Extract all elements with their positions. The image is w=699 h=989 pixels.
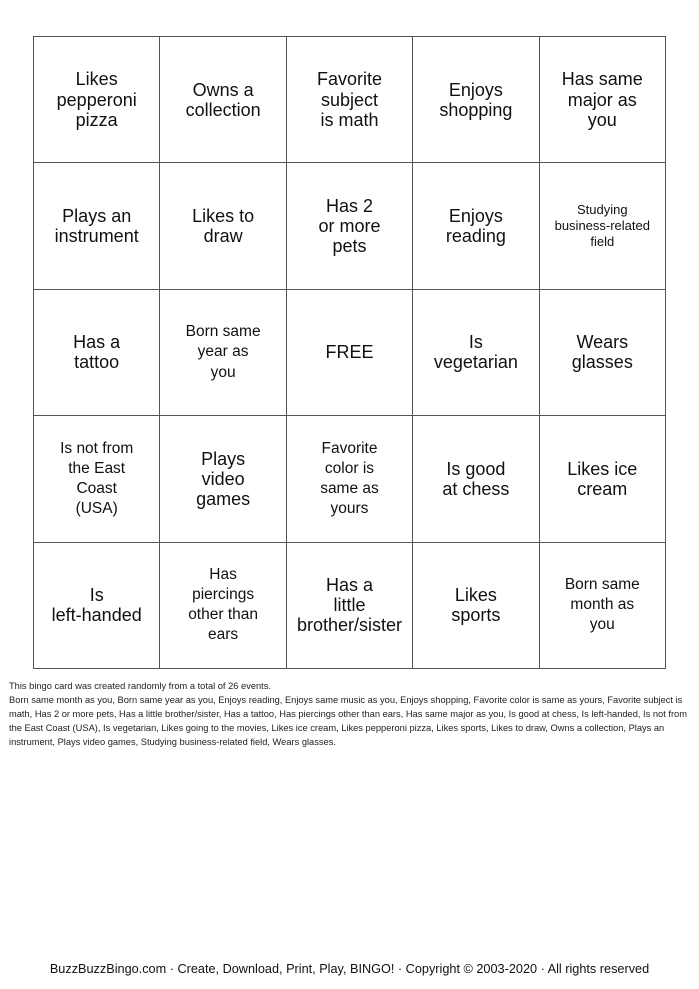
cell-label-line: Enjoys — [448, 205, 503, 226]
cell-label-line: business-related — [554, 217, 650, 233]
cell-label — [446, 206, 506, 246]
bingo-cell-r2c4[interactable] — [413, 163, 539, 289]
cell-label — [60, 439, 133, 520]
cell-label-line: Plays — [201, 448, 246, 469]
cell-label-line: left-handed — [51, 605, 142, 626]
cell-label-line: glasses — [571, 352, 633, 373]
cell-label-line: Likes — [454, 585, 497, 606]
cell-label — [567, 459, 637, 499]
cell-label-line: little — [333, 595, 366, 616]
cell-label — [317, 69, 382, 129]
cell-label-line: Favorite — [316, 69, 382, 90]
cell-label — [186, 322, 261, 382]
footer-copyright: BuzzBuzzBingo.com · Create, Download, Print, Play, BINGO! · Copyright © 2003-2020 · All rights reserved — [49, 962, 650, 976]
cell-label-line: Owns a — [192, 79, 254, 100]
cell-label-line: Has a — [73, 332, 121, 353]
cell-label-line: Is not from — [60, 439, 134, 457]
cell-label-line: Likes to — [192, 205, 255, 226]
cell-label-line: pets — [332, 236, 367, 257]
cell-label — [325, 342, 373, 362]
bingo-cell-r3c1[interactable] — [34, 290, 160, 416]
cell-label-line: tattoo — [74, 352, 120, 373]
cell-label — [73, 332, 120, 372]
cell-label-line: collection — [185, 99, 261, 120]
cell-label-line: Likes — [75, 69, 118, 90]
card-summary: This bingo card was created randomly from a total of 26 events. — [9, 681, 271, 691]
bingo-cell-r4c3[interactable] — [287, 416, 413, 542]
cell-label — [320, 439, 379, 520]
bingo-cell-r5c1[interactable] — [34, 543, 160, 669]
cell-label — [297, 575, 402, 635]
cell-label-line: sports — [451, 605, 501, 626]
cell-label-line: vegetarian — [433, 352, 518, 373]
events-list: Born same month as you, Born same year as you, Enjoys reading, Enjoys same music as you, Enjoys shopping, Favorite color is same as yours, Favorite subject is math, Has 2 or more pets, Has a little brother/sister, Has a tattoo, Has piercings other than ears, Has same major as you, Is good at chess, Is left-handed, Is not from the East Coast (USA), Is vegetarian, Likes going to the movies, Likes ice cream, Likes pepperoni pizza, Likes sports, Likes to draw, Owns a collection, Plays an instrument, Plays video games, Studying business-related field, Wears glasses. — [9, 695, 687, 747]
cell-label-line: yours — [330, 500, 369, 518]
bingo-cell-r1c4[interactable] — [413, 37, 539, 163]
cell-label-line: Is good — [446, 458, 506, 479]
cell-label-line: Favorite — [321, 439, 378, 457]
cell-label — [186, 80, 261, 120]
bingo-cell-r2c2[interactable] — [160, 163, 286, 289]
cell-label-line: month as — [570, 596, 635, 614]
cell-label-line: reading — [445, 226, 506, 247]
cell-label-line: major as — [567, 89, 637, 110]
cell-label — [55, 206, 139, 246]
cell-label-line: video — [201, 468, 245, 489]
cell-label-line: Wears — [576, 332, 629, 353]
bingo-cell-r5c4[interactable] — [413, 543, 539, 669]
cell-label-line: Has 2 — [325, 195, 373, 216]
cell-label — [572, 332, 633, 372]
bingo-cell-r4c4[interactable] — [413, 416, 539, 542]
cell-label-line: Has — [209, 566, 237, 584]
free-space-cell[interactable] — [287, 290, 413, 416]
cell-label-line: the East — [68, 459, 126, 477]
cell-label-line: Coast — [76, 479, 117, 497]
bingo-cell-r1c3[interactable] — [287, 37, 413, 163]
cell-label-line: piercings — [192, 586, 255, 604]
bingo-cell-r2c3[interactable] — [287, 163, 413, 289]
bingo-cell-r4c5[interactable] — [540, 416, 666, 542]
cell-label-line: other than — [188, 606, 258, 624]
bingo-cell-r1c2[interactable] — [160, 37, 286, 163]
cell-label-line: Likes ice — [567, 458, 638, 479]
cell-label-line: pizza — [75, 109, 118, 130]
cell-label-line: same as — [320, 479, 379, 497]
cell-label-line: field — [590, 234, 615, 250]
cell-label — [451, 585, 500, 625]
cell-label-line: Plays an — [62, 205, 132, 226]
cell-label-line: you — [589, 616, 615, 634]
cell-label-line: pepperoni — [56, 89, 137, 110]
cell-label — [57, 69, 137, 129]
cell-label — [562, 69, 643, 129]
cell-label — [52, 585, 142, 625]
cell-label-line: FREE — [325, 342, 374, 363]
cell-label-line: instrument — [54, 226, 139, 247]
cell-label — [192, 206, 254, 246]
cell-label-line: color is — [324, 459, 375, 477]
cell-label-line: Is — [89, 585, 104, 606]
cell-label-line: brother/sister — [296, 615, 403, 636]
cell-label-line: subject — [320, 89, 378, 110]
bingo-cell-r3c2[interactable] — [160, 290, 286, 416]
bingo-cell-r3c4[interactable] — [413, 290, 539, 416]
cell-label-line: shopping — [439, 99, 513, 120]
cell-label-line: Has a — [325, 575, 373, 596]
bingo-cell-r3c5[interactable] — [540, 290, 666, 416]
cell-label — [196, 449, 250, 509]
cell-label — [439, 80, 512, 120]
cell-label-line: (USA) — [75, 500, 118, 518]
bingo-cell-r4c1[interactable] — [34, 416, 160, 542]
bingo-cell-r2c5[interactable] — [540, 163, 666, 289]
bingo-cell-r5c5[interactable] — [540, 543, 666, 669]
bingo-cell-r5c2[interactable] — [160, 543, 286, 669]
cell-label — [442, 459, 509, 499]
cell-label-line: Enjoys — [448, 79, 503, 100]
cell-label-line: games — [196, 488, 251, 509]
bingo-cell-r1c5[interactable] — [540, 37, 666, 163]
cell-label — [565, 575, 640, 635]
cell-label — [555, 202, 650, 251]
bingo-card-grid — [33, 36, 666, 669]
cell-label-line: Is — [468, 332, 483, 353]
cell-label-line: ears — [208, 626, 239, 644]
cell-label-line: at chess — [442, 478, 510, 499]
cell-label-line: draw — [203, 226, 243, 247]
cell-label-line: you — [587, 109, 617, 130]
bingo-cell-r4c2[interactable] — [160, 416, 286, 542]
cell-label — [188, 565, 258, 646]
cell-label — [318, 196, 380, 256]
cell-label-line: Born same — [185, 323, 261, 341]
card-info — [9, 679, 689, 749]
bingo-cell-r1c1[interactable] — [34, 37, 160, 163]
cell-label-line: you — [210, 363, 236, 381]
cell-label-line: is math — [320, 109, 379, 130]
cell-label-line: Studying — [576, 201, 628, 217]
cell-label-line: Has same — [561, 69, 643, 90]
bingo-cell-r5c3[interactable] — [287, 543, 413, 669]
cell-label-line: year as — [197, 343, 249, 361]
cell-label-line: or more — [318, 216, 381, 237]
cell-label — [434, 332, 518, 372]
cell-label-line: cream — [577, 478, 628, 499]
bingo-cell-r2c1[interactable] — [34, 163, 160, 289]
cell-label-line: Born same — [564, 576, 640, 594]
